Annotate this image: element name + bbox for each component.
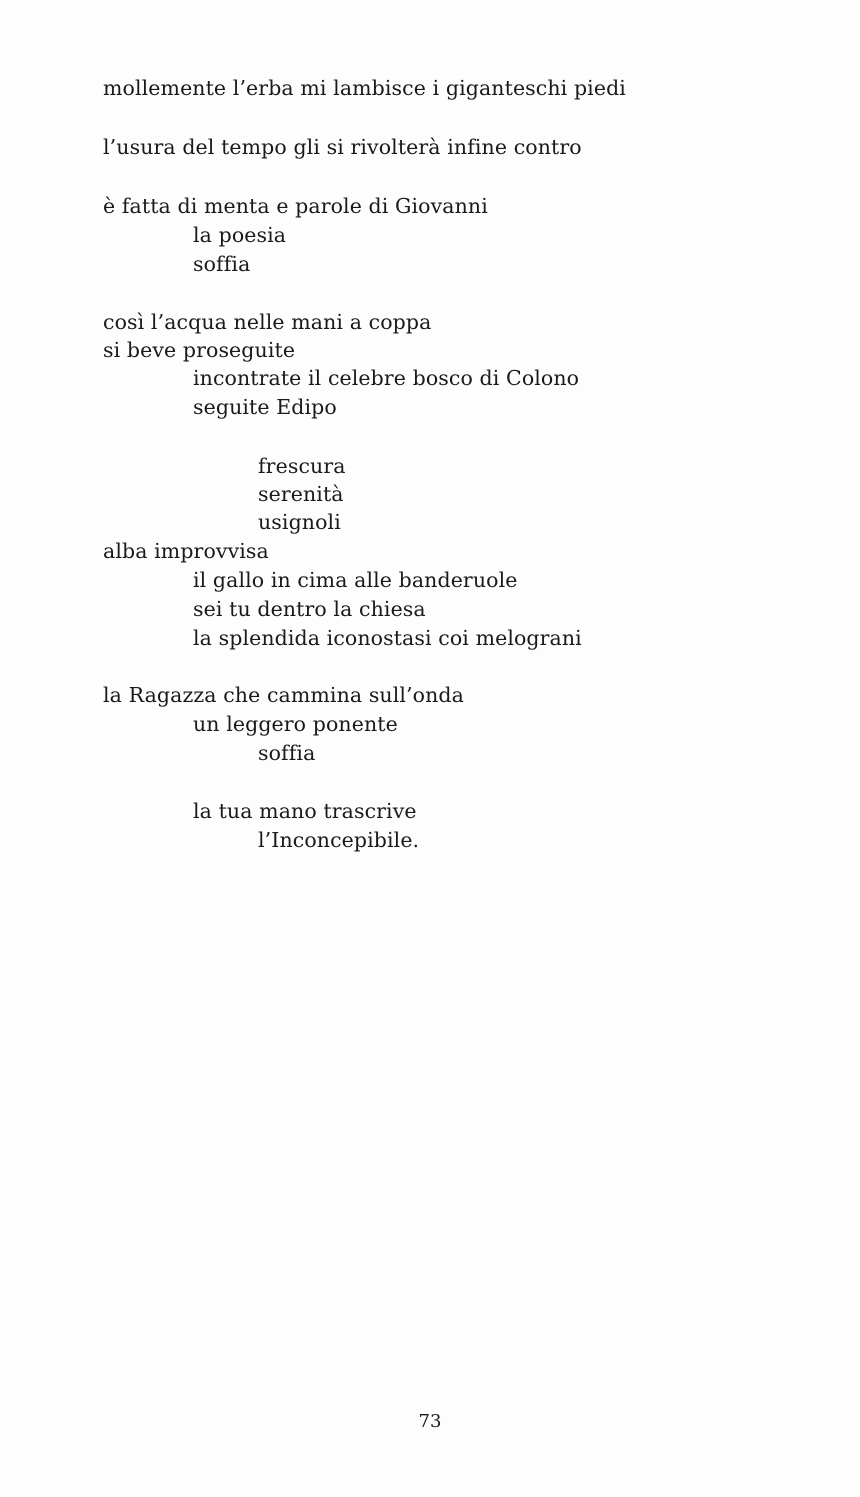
poem-line: così l’acqua nelle mani a coppa xyxy=(103,310,432,334)
poem-line: l’Inconcepibile. xyxy=(258,828,420,852)
poem-line: mollemente l’erba mi lambisce i giganteschi piedi xyxy=(103,76,626,100)
poem-line: sei tu dentro la chiesa xyxy=(193,597,426,621)
poem-line: un leggero ponente xyxy=(193,712,398,736)
poem-line: il gallo in cima alle banderuole xyxy=(193,568,518,592)
poem-line: incontrate il celebre bosco di Colono xyxy=(193,366,580,390)
poem-line: la splendida iconostasi coi melograni xyxy=(193,626,582,650)
poem-line: soffia xyxy=(258,741,316,765)
poem-line: alba improvvisa xyxy=(103,539,269,563)
poem-line: seguite Edipo xyxy=(193,395,337,419)
poem-line: la tua mano trascrive xyxy=(193,799,417,823)
poem-line: serenità xyxy=(258,482,344,506)
page-number: 73 xyxy=(418,1411,442,1432)
poem-line: la poesia xyxy=(193,223,287,247)
poem-line: si beve proseguite xyxy=(103,338,296,362)
poem-line: la Ragazza che cammina sull’onda xyxy=(103,683,464,707)
poem-line: frescura xyxy=(258,454,346,478)
poem-line: l’usura del tempo gli si rivolterà infine contro xyxy=(103,135,582,159)
poem-line: usignoli xyxy=(258,510,341,534)
poem-line: soffia xyxy=(193,252,251,276)
poem-line: è fatta di menta e parole di Giovanni xyxy=(103,194,488,218)
